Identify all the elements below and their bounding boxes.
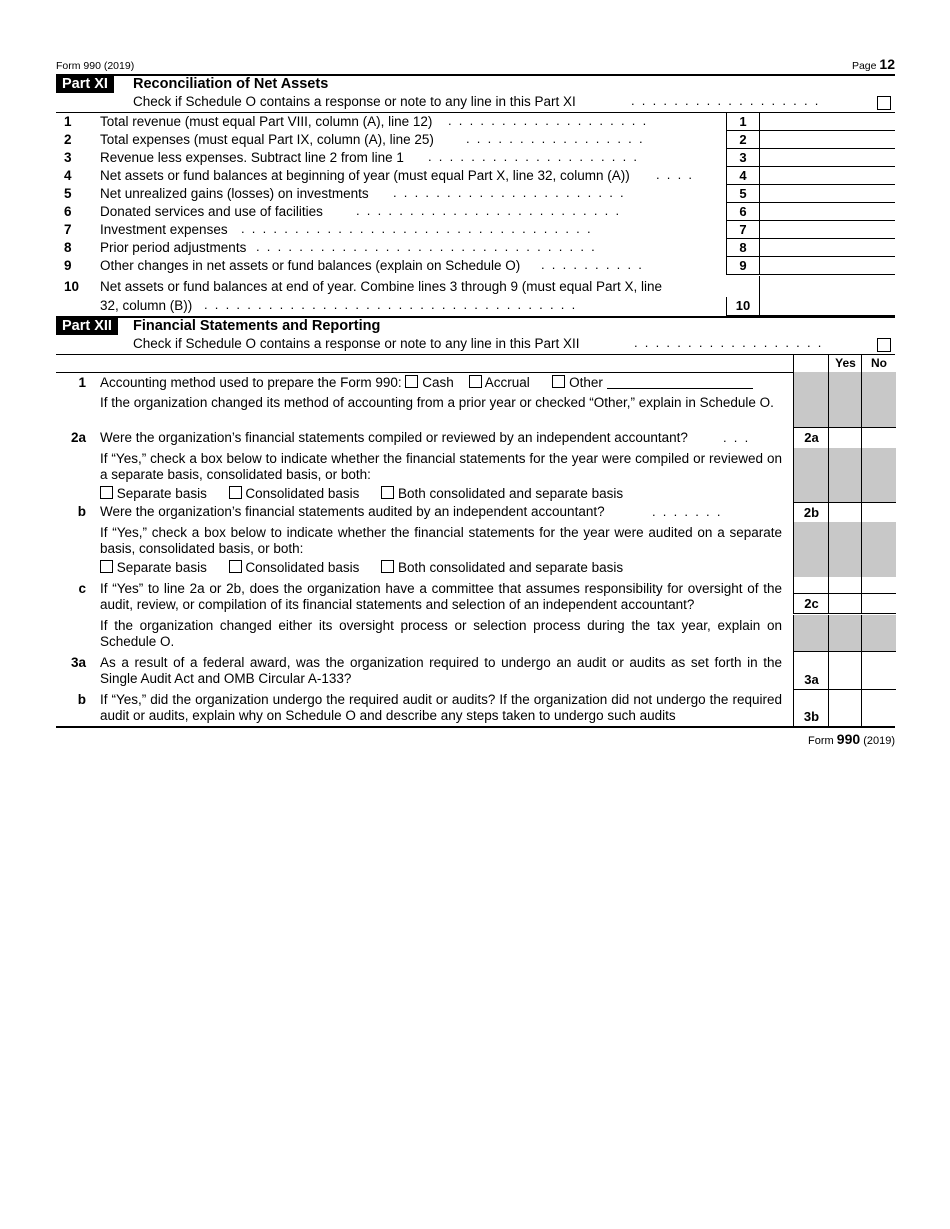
shaded-cell	[861, 372, 896, 427]
page-header	[56, 56, 895, 74]
line-text: Total revenue (must equal Part VIII, column (A), line 12)	[100, 114, 433, 129]
other-checkbox[interactable]	[552, 375, 565, 388]
line-text: Net assets or fund balances at beginning of year (must equal Part X, line 32, column (A))	[100, 168, 630, 183]
line-3a-yes[interactable]	[828, 652, 862, 690]
amount-field[interactable]	[759, 221, 895, 239]
line-number: 2	[64, 132, 72, 147]
part-xi-title: Reconciliation of Net Assets	[133, 76, 329, 92]
dot-leader: ...	[723, 430, 756, 445]
line-2a-options	[100, 486, 782, 502]
other-label: Other	[569, 375, 603, 390]
part-xi-badge: Part XI	[56, 75, 114, 93]
line-2c-note: If the organization changed either its oversight process or selection process during the tax year, explain on Schedule O.	[100, 618, 782, 649]
line-number: 2a	[70, 430, 86, 445]
shaded-cell	[793, 448, 829, 502]
line-label: 1	[726, 113, 760, 131]
line-2a-no[interactable]	[861, 427, 896, 449]
2b-consolidated-basis-checkbox[interactable]	[229, 560, 242, 573]
line-label: 10	[726, 297, 760, 316]
page-word: Page	[851, 60, 877, 72]
dot-leader: ..................	[634, 335, 829, 350]
line-2c-text: If “Yes” to line 2a or 2b, does the organization have a committee that assumes responsibility for oversight of the audit, review, or compilation of its financial statements and selection of an independent accountant?	[100, 581, 782, 612]
shaded-cell	[828, 372, 862, 427]
cash-checkbox[interactable]	[405, 375, 418, 388]
line-2c-label-cell	[793, 577, 829, 614]
page-number-value: 12	[879, 56, 895, 72]
part-xii-line-2c	[56, 581, 895, 615]
line-number: 5	[64, 186, 72, 201]
part-xi-line-3	[56, 149, 895, 167]
shaded-cell	[793, 522, 829, 577]
line-number: 3a	[70, 655, 86, 670]
line-text: Net unrealized gains (losses) on investments	[100, 186, 369, 201]
part-xi-line-8	[56, 239, 895, 257]
part-xii-schedule-o-checkbox[interactable]	[877, 338, 891, 352]
shaded-cell	[828, 522, 862, 577]
both-basis-label: Both consolidated and separate basis	[397, 560, 624, 575]
line-text: Investment expenses	[100, 222, 228, 237]
line-number: 1	[78, 375, 86, 390]
part-xii-line-2a-detail	[56, 451, 895, 503]
shaded-cell	[861, 615, 896, 652]
part-xi-line-2	[56, 131, 895, 149]
line-text: Prior period adjustments	[100, 240, 247, 255]
line-2b-no[interactable]	[861, 502, 896, 523]
amount-field[interactable]	[759, 149, 895, 167]
dot-leader: ..................	[631, 93, 826, 108]
2b-both-basis-checkbox[interactable]	[381, 560, 394, 573]
page-number	[852, 56, 895, 72]
line-3a-label: 3a	[804, 672, 819, 687]
line-3a-text: As a result of a federal award, was the organization required to undergo an audit or audits as set forth in the Single Audit Act and OMB Circular A-133?	[100, 655, 782, 686]
dot-leader: ..........	[541, 257, 650, 272]
part-xi-line-1	[56, 113, 895, 131]
line-text: Revenue less expenses. Subtract line 2 from line 1	[100, 150, 404, 165]
footer-form-number: 990	[836, 731, 861, 747]
form-label: Form 990 (2019)	[56, 60, 135, 72]
dot-leader: .................	[466, 131, 650, 146]
footer-form-word: Form	[808, 735, 834, 747]
dot-leader: .................................	[241, 221, 598, 236]
line-2a-note: If “Yes,” check a box below to indicate whether the financial statements for the year were compiled or reviewed on a separate basis, consolidated basis, or both:	[100, 451, 782, 482]
line-text: Total expenses (must equal Part IX, column (A), line 25)	[100, 132, 434, 147]
amount-field[interactable]	[759, 113, 895, 131]
part-xii-line-2b	[56, 504, 895, 522]
part-xi-line-10	[56, 278, 895, 316]
shaded-cell	[828, 615, 862, 652]
line-number: 4	[64, 168, 72, 183]
line-3b-text: If “Yes,” did the organization undergo the required audit or audits? If the organization did not undergo the required audit or audits, explain why on Schedule O and describe any steps taken to undergo such audits	[100, 692, 782, 723]
amount-field[interactable]	[759, 167, 895, 185]
consolidated-basis-label: Consolidated basis	[245, 486, 360, 501]
part-xi-schedule-o-text: Check if Schedule O contains a response or note to any line in this Part XI	[133, 94, 576, 109]
page-footer	[808, 731, 895, 747]
part-xii-line-3b	[56, 692, 895, 726]
line-label: 4	[726, 167, 760, 185]
shaded-cell	[861, 448, 896, 502]
line-2b-yes[interactable]	[828, 502, 862, 523]
line-number: 7	[64, 222, 72, 237]
part-xii-line-1	[56, 375, 895, 429]
line-3a-no[interactable]	[861, 652, 896, 690]
separate-basis-label: Separate basis	[116, 560, 207, 575]
dot-leader: ................................	[256, 239, 602, 254]
line-2c-yes[interactable]	[828, 577, 862, 614]
line-2c-no[interactable]	[861, 577, 896, 614]
line-3b-yes[interactable]	[828, 690, 862, 726]
line-1-text	[100, 375, 782, 391]
part-xi-line-7	[56, 221, 895, 239]
dot-leader: .......	[652, 504, 728, 519]
dot-leader: ...................	[448, 113, 654, 128]
amount-field[interactable]	[759, 203, 895, 221]
both-basis-label: Both consolidated and separate basis	[397, 486, 624, 501]
part-xii-schedule-o-text: Check if Schedule O contains a response or note to any line in this Part XII	[133, 336, 580, 351]
line-number: 6	[64, 204, 72, 219]
line-number: 9	[64, 258, 72, 273]
2a-separate-basis-checkbox[interactable]	[100, 486, 113, 499]
amount-field[interactable]	[759, 276, 895, 316]
part-xii-title: Financial Statements and Reporting	[133, 318, 381, 334]
line-number: 10	[64, 279, 80, 294]
line-label: 2	[726, 131, 760, 149]
part-xi-line-9	[56, 257, 895, 275]
line-2a-text: Were the organization’s financial statements compiled or reviewed by an independent accountant?	[100, 430, 688, 445]
part-xii-line-2b-detail	[56, 525, 895, 577]
line-number: b	[77, 692, 86, 707]
line-2a-label: 2a	[793, 427, 829, 449]
amount-field[interactable]	[759, 185, 895, 203]
part-xii-rule-2	[56, 354, 895, 355]
part-xii-title-bar	[56, 317, 895, 335]
line-2b-note: If “Yes,” check a box below to indicate whether the financial statements for the year were audited on a separate basis, consolidated basis, or both:	[100, 525, 782, 556]
part-xii-line-2c-detail	[56, 618, 895, 652]
line-3b-label: 3b	[803, 709, 820, 724]
line-label: 5	[726, 185, 760, 203]
shaded-cell	[793, 372, 829, 427]
dot-leader: ...................................	[204, 297, 583, 312]
shaded-cell	[828, 448, 862, 502]
2b-separate-basis-checkbox[interactable]	[100, 560, 113, 573]
footer-year: (2019)	[863, 735, 895, 747]
2a-both-basis-checkbox[interactable]	[381, 486, 394, 499]
line-text: Donated services and use of facilities	[100, 204, 323, 219]
line-3a-label-cell	[793, 652, 829, 690]
part-xi-line-6	[56, 203, 895, 221]
line-text-continued: 32, column (B))	[100, 298, 193, 313]
line-3b-no[interactable]	[861, 690, 896, 726]
shaded-cell	[793, 615, 829, 652]
cash-label: Cash	[422, 375, 454, 390]
line-2b-label: 2b	[793, 502, 829, 523]
dot-leader: ......................	[393, 185, 631, 200]
line-text: Net assets or fund balances at end of year. Combine lines 3 through 9 (must equal Part X, line	[100, 279, 663, 294]
accrual-label: Accrual	[484, 375, 530, 390]
line-number: c	[78, 581, 86, 596]
line-number: 1	[64, 114, 72, 129]
accounting-method-question: Accounting method used to prepare the Form 990:	[100, 375, 402, 390]
consolidated-basis-label: Consolidated basis	[245, 560, 360, 575]
2a-consolidated-basis-checkbox[interactable]	[229, 486, 242, 499]
bottom-rule	[56, 726, 895, 728]
part-xi-line-4	[56, 167, 895, 185]
part-xii-badge: Part XII	[56, 317, 118, 335]
line-2b-text: Were the organization’s financial statements audited by an independent accountant?	[100, 504, 605, 519]
shaded-cell	[861, 522, 896, 577]
part-xii-line-2a	[56, 430, 895, 448]
line-label: 3	[726, 149, 760, 167]
line-label: 8	[726, 239, 760, 257]
line-number: 3	[64, 150, 72, 165]
line-label: 9	[726, 257, 760, 275]
part-xi-title-bar	[56, 75, 895, 93]
amount-field[interactable]	[759, 257, 895, 275]
dot-leader: ....	[656, 167, 700, 182]
line-1-note: If the organization changed its method of accounting from a prior year or checked “Other,” explain in Schedule O.	[100, 395, 774, 410]
part-xii-header-rule	[56, 372, 793, 373]
amount-field[interactable]	[759, 131, 895, 149]
part-xii-line-3a	[56, 655, 895, 689]
yes-column-header: Yes	[828, 355, 862, 373]
line-number: 8	[64, 240, 72, 255]
line-number: b	[77, 504, 86, 519]
line-label: 6	[726, 203, 760, 221]
amount-field[interactable]	[759, 239, 895, 257]
dot-leader: .........................	[356, 203, 627, 218]
part-xi-line-5	[56, 185, 895, 203]
yn-header-blank	[793, 355, 829, 372]
part-xi-schedule-o-checkbox[interactable]	[877, 96, 891, 110]
separate-basis-label: Separate basis	[116, 486, 207, 501]
line-3b-label-cell	[793, 690, 829, 726]
other-specify-field[interactable]	[607, 376, 753, 389]
line-text: Other changes in net assets or fund balances (explain on Schedule O)	[100, 258, 521, 273]
line-2c-label: 2c	[794, 593, 829, 614]
dot-leader: ....................	[428, 149, 645, 164]
line-2a-yes[interactable]	[828, 427, 862, 449]
accrual-checkbox[interactable]	[469, 375, 482, 388]
line-2b-options	[100, 560, 782, 576]
line-label: 7	[726, 221, 760, 239]
no-column-header: No	[861, 355, 896, 373]
